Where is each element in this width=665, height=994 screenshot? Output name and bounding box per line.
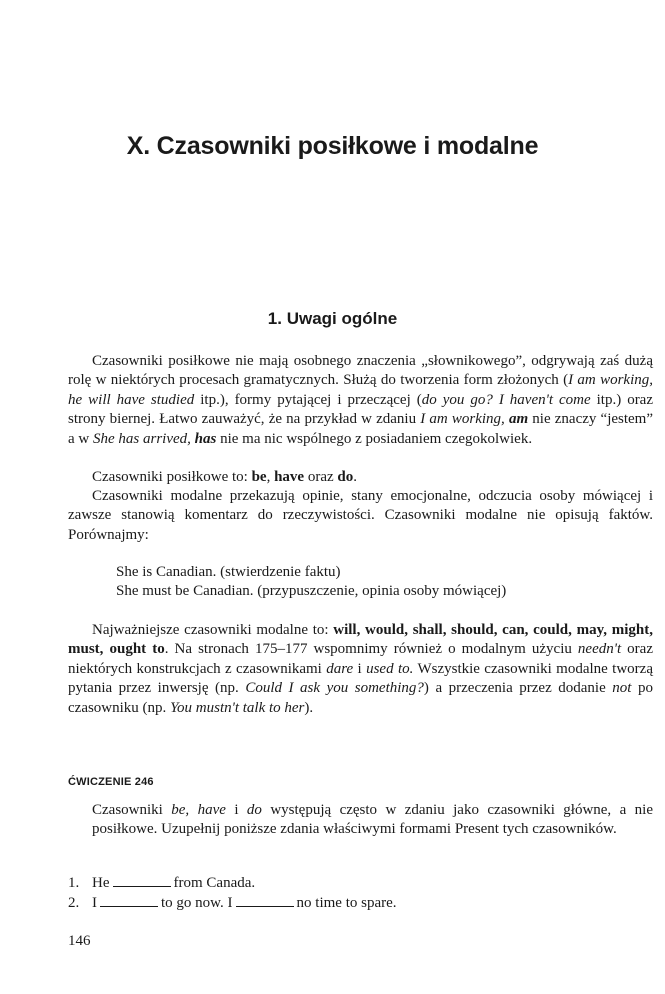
- exercise-items: [68, 873, 397, 913]
- item-number: 1.: [68, 875, 80, 891]
- section-title: 1. Uwagi ogólne: [267, 309, 398, 328]
- answer-blank[interactable]: [236, 894, 294, 907]
- answer-blank[interactable]: [100, 894, 158, 907]
- answer-blank[interactable]: [113, 874, 171, 887]
- item-number: 2.: [68, 895, 80, 911]
- paragraph-modal-list: Najważniejsze czasowniki modalne to: will, would, shall, should, can, could, may, might, must, ought to. Na stronach 175–177 wspomnimy również o modalnym użyciu needn't oraz niektórych konstrukcjach z czasownikami dare i used to. Wszystkie czasowniki modalne tworzą pytania przez inwersję (np. Could I ask you something?) a przeczenia przez dodanie not po czasowniku (np. You mustn't talk to her).: [68, 622, 653, 716]
- example-sentence: She must be Canadian. (przypuszczenie, opinia osoby mówiącej): [116, 583, 507, 600]
- exercise-item: 2. I to go now. I no time to spare.: [68, 895, 397, 911]
- exercise-instructions: Czasowniki be, have i do występują często w zdaniu jako czasowniki główne, a nie posiłkowe. Uzupełnij poniższe zdania właściwymi formami Present tych czasowników.: [92, 802, 654, 838]
- exercise-item: 1. He from Canada.: [68, 875, 256, 891]
- page-number: 146: [68, 933, 91, 949]
- example-sentence: She is Canadian. (stwierdzenie faktu): [116, 564, 341, 580]
- paragraph-modal-intro: Czasowniki modalne przekazują opinie, stany emocjonalne, odczucia osoby mówiącej i zawsze stanowią komentarz do rzeczywistości. Czasowniki modalne nie opisują faktów. Porównajmy:: [68, 488, 653, 543]
- example-sentences: [116, 563, 506, 602]
- chapter-title: X. Czasowniki posiłkowe i modalne: [126, 132, 539, 160]
- paragraph-auxiliary-list: Czasowniki posiłkowe to: be, have oraz do.: [92, 469, 357, 485]
- exercise-heading: ĆWICZENIE 246: [68, 776, 154, 788]
- paragraph-auxiliary-intro: Czasowniki posiłkowe nie mają osobnego znaczenia „słownikowego”, odgrywają zaś dużą rolę w niektórych procesach gramatycznych. Służą do tworzenia form złożonych (I am working, he will have studied itp.), formy pytającej i przeczącej (do you go? I haven't come itp.) oraz strony biernej. Łatwo zauważyć, że na przykład w zdaniu I am working, am nie znaczy “jestem” a w She has arrived, has nie ma nic wspólnego z posiadaniem czegokolwiek.: [68, 353, 654, 447]
